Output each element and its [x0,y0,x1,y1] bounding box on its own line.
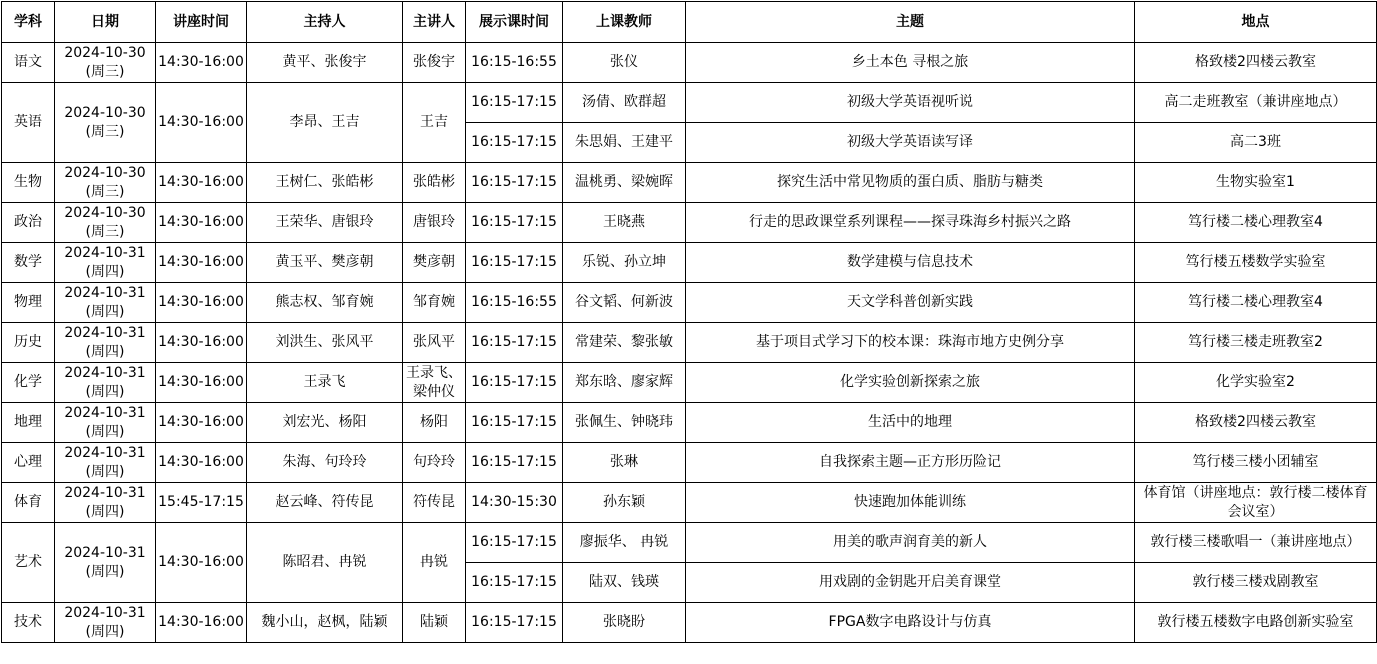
subject-cell: 技术 [2,603,55,643]
subject-cell: 英语 [2,83,55,163]
weekday-text: (周四) [85,383,125,400]
session-time-cell: 16:15-16:55 [466,43,563,83]
location-cell: 笃行楼二楼心理教室4 [1135,283,1377,323]
teacher-cell: 张佩生、钟晓玮 [563,403,686,443]
session-time-cell: 16:15-17:15 [466,203,563,243]
location-cell: 化学实验室2 [1135,363,1377,403]
subject-cell: 历史 [2,323,55,363]
weekday-text: (周四) [85,503,125,520]
host-cell: 王荣华、唐银玲 [247,203,403,243]
topic-cell: 生活中的地理 [686,403,1135,443]
session-time-cell: 16:15-17:15 [466,123,563,163]
speaker-cell: 张风平 [403,323,466,363]
schedule-table [1,1,1377,643]
subject-cell: 物理 [2,283,55,323]
topic-cell: 乡土本色 寻根之旅 [686,43,1135,83]
speaker-cell: 王录飞、梁仲仪 [403,363,466,403]
session-time-cell: 14:30-15:30 [466,483,563,523]
session-time-cell: 16:15-17:15 [466,563,563,603]
host-cell: 刘洪生、张风平 [247,323,403,363]
session-time-cell: 16:15-17:15 [466,443,563,483]
session-time-cell: 16:15-17:15 [466,243,563,283]
topic-cell: 用戏剧的金钥匙开启美育课堂 [686,563,1135,603]
header-cell: 日期 [55,2,156,43]
location-cell: 高二3班 [1135,123,1377,163]
location-cell: 笃行楼五楼数学实验室 [1135,243,1377,283]
session-time-cell: 16:15-17:15 [466,523,563,563]
date-cell [55,603,156,643]
speaker-cell: 陆颖 [403,603,466,643]
table-row [2,603,1377,643]
session-time-cell: 16:15-17:15 [466,323,563,363]
table-row [2,83,1377,123]
table-row [2,203,1377,243]
header-cell: 展示课时间 [466,2,563,43]
header-cell: 地点 [1135,2,1377,43]
weekday-text: (周四) [85,563,125,580]
teacher-cell: 张琳 [563,443,686,483]
schedule-body [2,43,1377,643]
weekday-text: (周四) [85,623,125,640]
date-text: 2024-10-31 [64,604,146,621]
session-time-cell: 16:15-17:15 [466,163,563,203]
date-cell [55,403,156,443]
topic-cell: 行走的思政课堂系列课程——探寻珠海乡村振兴之路 [686,203,1135,243]
teacher-cell: 常建荣、黎张敏 [563,323,686,363]
location-cell: 高二走班教室（兼讲座地点） [1135,83,1377,123]
subject-cell: 艺术 [2,523,55,603]
speaker-cell: 张俊宇 [403,43,466,83]
weekday-text: (周四) [85,343,125,360]
teacher-cell: 陆双、钱瑛 [563,563,686,603]
lecture-time-cell: 14:30-16:00 [156,603,247,643]
topic-cell: 数学建模与信息技术 [686,243,1135,283]
table-row [2,283,1377,323]
weekday-text: (周四) [85,303,125,320]
date-text: 2024-10-30 [64,44,146,61]
header-cell: 讲座时间 [156,2,247,43]
location-cell: 笃行楼二楼心理教室4 [1135,203,1377,243]
session-time-cell: 16:15-16:55 [466,283,563,323]
header-cell: 主讲人 [403,2,466,43]
location-cell: 笃行楼三楼走班教室2 [1135,323,1377,363]
date-cell [55,443,156,483]
speaker-cell: 冉锐 [403,523,466,603]
session-time-cell: 16:15-17:15 [466,363,563,403]
speaker-cell: 邹育婉 [403,283,466,323]
teacher-cell: 廖振华、 冉锐 [563,523,686,563]
lecture-time-cell: 14:30-16:00 [156,203,247,243]
lecture-time-cell: 14:30-16:00 [156,283,247,323]
location-cell: 生物实验室1 [1135,163,1377,203]
teacher-cell: 朱思娟、王建平 [563,123,686,163]
date-cell [55,323,156,363]
table-row [2,483,1377,523]
location-cell: 格致楼2四楼云教室 [1135,403,1377,443]
table-row [2,323,1377,363]
date-cell [55,363,156,403]
location-cell: 敦行楼五楼数字电路创新实验室 [1135,603,1377,643]
topic-cell: 天文学科普创新实践 [686,283,1135,323]
host-cell: 刘宏光、杨阳 [247,403,403,443]
date-text: 2024-10-31 [64,484,146,501]
date-cell [55,483,156,523]
topic-cell: 自我探索主题—正方形历险记 [686,443,1135,483]
topic-cell: 化学实验创新探索之旅 [686,363,1135,403]
date-text: 2024-10-31 [64,444,146,461]
lecture-time-cell: 15:45-17:15 [156,483,247,523]
lecture-time-cell: 14:30-16:00 [156,323,247,363]
table-row [2,403,1377,443]
table-row [2,363,1377,403]
teacher-cell: 孙东颖 [563,483,686,523]
table-row [2,163,1377,203]
date-cell [55,83,156,163]
lecture-time-cell: 14:30-16:00 [156,403,247,443]
date-text: 2024-10-31 [64,364,146,381]
date-text: 2024-10-30 [64,104,146,121]
teacher-cell: 张仪 [563,43,686,83]
weekday-text: (周四) [85,263,125,280]
date-text: 2024-10-31 [64,244,146,261]
date-cell [55,163,156,203]
table-row [2,443,1377,483]
date-cell [55,203,156,243]
host-cell: 朱海、句玲玲 [247,443,403,483]
lecture-time-cell: 14:30-16:00 [156,523,247,603]
speaker-cell: 张皓彬 [403,163,466,203]
subject-cell: 数学 [2,243,55,283]
weekday-text: (周三) [85,183,125,200]
teacher-cell: 郑东晗、廖家辉 [563,363,686,403]
speaker-cell: 符传昆 [403,483,466,523]
weekday-text: (周四) [85,463,125,480]
host-cell: 赵云峰、符传昆 [247,483,403,523]
location-cell: 敦行楼三楼戏剧教室 [1135,563,1377,603]
lecture-time-cell: 14:30-16:00 [156,83,247,163]
header-cell: 上课教师 [563,2,686,43]
header-cell: 主持人 [247,2,403,43]
speaker-cell: 樊彦朝 [403,243,466,283]
date-text: 2024-10-31 [64,284,146,301]
date-text: 2024-10-31 [64,544,146,561]
host-cell: 黄玉平、樊彦朝 [247,243,403,283]
location-cell: 笃行楼三楼小团辅室 [1135,443,1377,483]
subject-cell: 政治 [2,203,55,243]
topic-cell: 快速跑加体能训练 [686,483,1135,523]
header-cell: 主题 [686,2,1135,43]
topic-cell: 用美的歌声润育美的新人 [686,523,1135,563]
date-text: 2024-10-31 [64,404,146,421]
session-time-cell: 16:15-17:15 [466,603,563,643]
speaker-cell: 王吉 [403,83,466,163]
header-cell: 学科 [2,2,55,43]
topic-cell: 初级大学英语读写译 [686,123,1135,163]
topic-cell: FPGA数字电路设计与仿真 [686,603,1135,643]
host-cell: 魏小山，赵枫，陆颖 [247,603,403,643]
speaker-cell: 唐银玲 [403,203,466,243]
session-time-cell: 16:15-17:15 [466,83,563,123]
header-row [2,2,1377,43]
host-cell: 李昂、王吉 [247,83,403,163]
subject-cell: 体育 [2,483,55,523]
topic-cell: 初级大学英语视听说 [686,83,1135,123]
host-cell: 熊志权、邹育婉 [247,283,403,323]
location-cell: 敦行楼三楼歌唱一（兼讲座地点） [1135,523,1377,563]
session-time-cell: 16:15-17:15 [466,403,563,443]
host-cell: 黄平、张俊宇 [247,43,403,83]
date-cell [55,283,156,323]
teacher-cell: 温桃勇、梁婉晖 [563,163,686,203]
location-cell: 格致楼2四楼云教室 [1135,43,1377,83]
lecture-time-cell: 14:30-16:00 [156,163,247,203]
teacher-cell: 张晓盼 [563,603,686,643]
host-cell: 王录飞 [247,363,403,403]
lecture-time-cell: 14:30-16:00 [156,363,247,403]
speaker-cell: 杨阳 [403,403,466,443]
date-cell [55,43,156,83]
table-row [2,523,1377,563]
weekday-text: (周三) [85,123,125,140]
location-cell: 体育馆（讲座地点：敦行楼二楼体育会议室） [1135,483,1377,523]
speaker-cell: 句玲玲 [403,443,466,483]
date-text: 2024-10-30 [64,204,146,221]
weekday-text: (周四) [85,423,125,440]
subject-cell: 化学 [2,363,55,403]
subject-cell: 语文 [2,43,55,83]
date-text: 2024-10-31 [64,324,146,341]
subject-cell: 生物 [2,163,55,203]
teacher-cell: 乐锐、孙立坤 [563,243,686,283]
host-cell: 王树仁、张皓彬 [247,163,403,203]
table-row [2,243,1377,283]
topic-cell: 探究生活中常见物质的蛋白质、脂肪与糖类 [686,163,1135,203]
lecture-time-cell: 14:30-16:00 [156,443,247,483]
date-cell [55,523,156,603]
lecture-time-cell: 14:30-16:00 [156,43,247,83]
weekday-text: (周三) [85,63,125,80]
date-text: 2024-10-30 [64,164,146,181]
teacher-cell: 谷文韬、何新波 [563,283,686,323]
topic-cell: 基于项目式学习下的校本课：珠海市地方史例分享 [686,323,1135,363]
subject-cell: 心理 [2,443,55,483]
host-cell: 陈昭君、冉锐 [247,523,403,603]
weekday-text: (周三) [85,223,125,240]
table-row [2,43,1377,83]
teacher-cell: 王晓燕 [563,203,686,243]
teacher-cell: 汤倩、欧群超 [563,83,686,123]
lecture-time-cell: 14:30-16:00 [156,243,247,283]
date-cell [55,243,156,283]
subject-cell: 地理 [2,403,55,443]
